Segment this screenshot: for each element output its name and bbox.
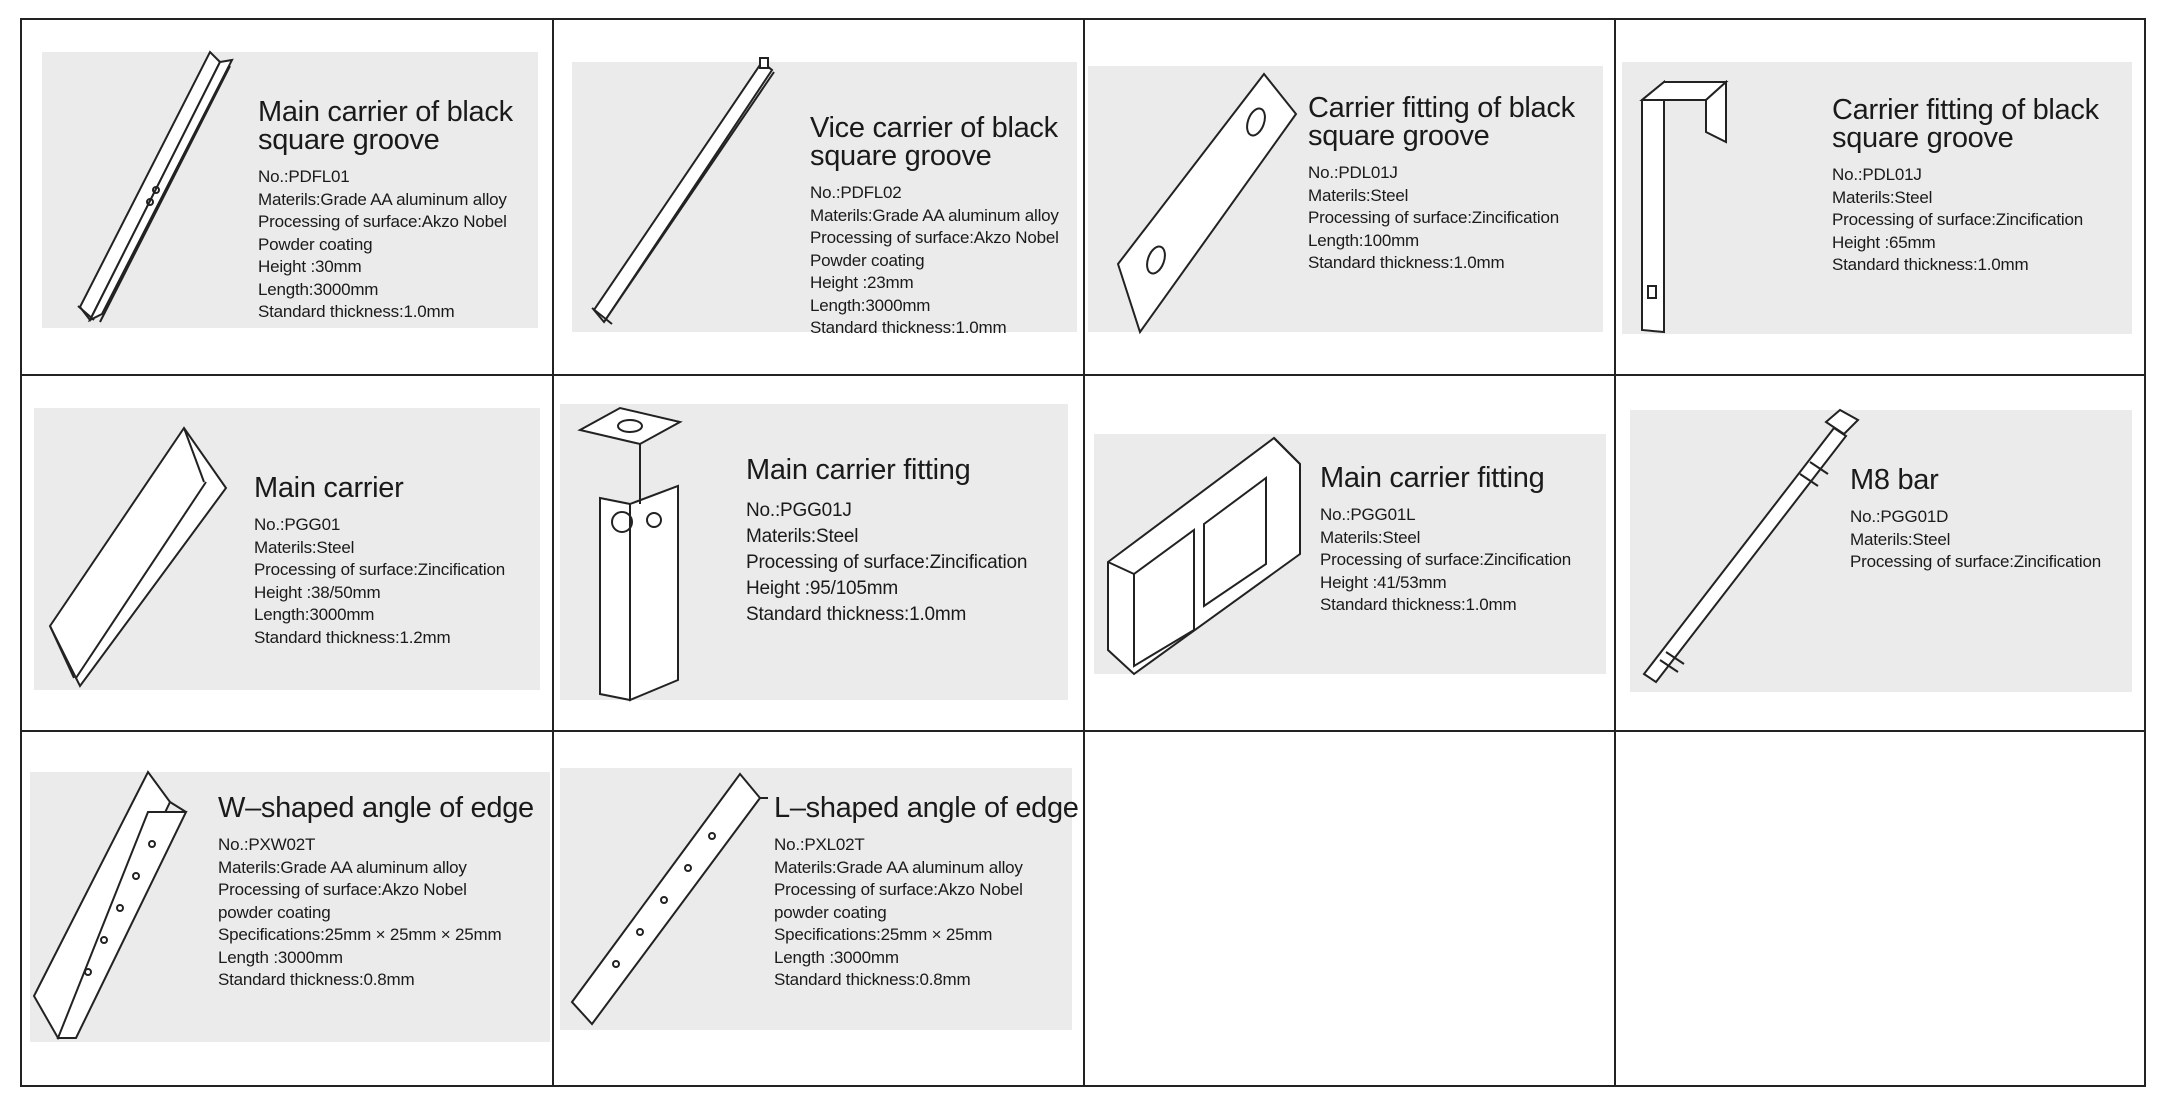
product-card xyxy=(1094,434,1606,674)
product-title: Main carrier fitting xyxy=(746,454,971,486)
product-text xyxy=(258,98,513,324)
product-detail: Materils:Steel xyxy=(1320,527,1421,547)
product-number: No.:PDFL02 xyxy=(810,183,902,202)
product-text xyxy=(1832,96,2099,277)
product-card xyxy=(560,768,1079,1030)
column-divider xyxy=(552,20,554,1085)
product-detail: Processing of surface:Akzo Nobel xyxy=(774,880,1023,899)
product-text xyxy=(774,794,1079,992)
product-detail: Materils:Steel xyxy=(1832,187,1933,207)
product-title: Main carrier fitting xyxy=(1320,462,1545,494)
product-title: Main carrier xyxy=(254,472,404,504)
product-number: No.:PGG01J xyxy=(746,500,852,521)
product-text xyxy=(1308,94,1575,275)
product-card xyxy=(1088,66,1603,332)
product-number: No.:PGG01D xyxy=(1850,507,1949,526)
product-title: Vice carrier of black xyxy=(810,112,1058,144)
product-card xyxy=(560,404,1068,700)
product-detail: Materils:Grade AA aluminum alloy xyxy=(218,857,467,877)
product-detail: Standard thickness:1.0mm xyxy=(258,302,455,321)
product-detail: Standard thickness:1.0mm xyxy=(746,604,967,625)
product-detail: Standard thickness:0.8mm xyxy=(774,970,971,989)
product-detail: Materils:Steel xyxy=(254,537,355,557)
product-text xyxy=(218,794,534,992)
product-detail: Materils:Steel xyxy=(1850,529,1951,549)
product-detail: Powder coating xyxy=(258,234,373,254)
column-divider xyxy=(1614,20,1616,1085)
row-divider xyxy=(22,730,2144,732)
product-title: Main carrier of black xyxy=(258,96,513,128)
product-detail: Processing of surface:Zincification xyxy=(1850,552,2101,571)
product-detail: Length :3000mm xyxy=(218,947,343,967)
product-text xyxy=(254,474,505,649)
product-detail: Materils:Steel xyxy=(1308,185,1409,205)
product-number: No.:PXL02T xyxy=(774,835,865,854)
product-detail: Height :23mm xyxy=(810,273,914,292)
product-text xyxy=(810,114,1059,340)
product-detail: Processing of surface:Zincification xyxy=(1832,210,2083,229)
product-detail: Specifications:25mm × 25mm xyxy=(774,925,993,944)
row-divider xyxy=(22,374,2144,376)
product-text xyxy=(1850,466,2101,574)
product-detail: Processing of surface:Akzo Nobel xyxy=(810,228,1059,247)
product-number: No.:PDL01J xyxy=(1308,163,1398,182)
product-number: No.:PDL01J xyxy=(1832,165,1922,184)
product-title: M8 bar xyxy=(1850,464,1939,496)
product-number: No.:PXW02T xyxy=(218,835,316,854)
product-detail: Materils:Grade AA aluminum alloy xyxy=(810,205,1059,225)
product-detail: Powder coating xyxy=(810,250,925,270)
product-title: Carrier fitting of black xyxy=(1832,94,2099,126)
product-card xyxy=(34,408,540,690)
product-number: No.:PDFL01 xyxy=(258,167,350,186)
product-card xyxy=(42,52,538,328)
product-title: square groove xyxy=(1832,122,2014,154)
product-detail: Height :65mm xyxy=(1832,232,1936,252)
product-detail: Height :41/53mm xyxy=(1320,572,1447,592)
product-title: square groove xyxy=(810,140,992,172)
product-detail: Standard thickness:0.8mm xyxy=(218,970,415,989)
product-detail: Standard thickness:1.0mm xyxy=(1832,255,2029,274)
product-detail: Standard thickness:1.0mm xyxy=(1320,595,1517,614)
product-detail: Length :3000mm xyxy=(774,947,899,967)
product-detail: Processing of surface:Zincification xyxy=(254,560,505,579)
product-detail: Height :95/105mm xyxy=(746,578,899,599)
product-card xyxy=(1630,410,2132,692)
product-detail: Length:3000mm xyxy=(810,295,931,315)
product-detail: Processing of surface:Zincification xyxy=(1308,208,1559,227)
product-detail: Processing of surface:Akzo Nobel xyxy=(218,880,467,899)
product-title: square groove xyxy=(1308,120,1490,152)
product-card xyxy=(572,62,1077,337)
product-detail: Processing of surface:Akzo Nobel xyxy=(258,212,507,231)
product-detail: Standard thickness:1.0mm xyxy=(810,318,1007,337)
product-detail: Length:100mm xyxy=(1308,230,1420,250)
product-card xyxy=(30,772,550,1042)
product-title: L–shaped angle of edge xyxy=(774,792,1079,824)
product-number: No.:PGG01 xyxy=(254,515,341,534)
column-divider xyxy=(1083,20,1085,1085)
product-detail: Length:3000mm xyxy=(258,279,379,299)
product-number: No.:PGG01L xyxy=(1320,505,1416,524)
product-detail: Height :30mm xyxy=(258,257,362,276)
product-detail: Height :38/50mm xyxy=(254,582,381,602)
product-detail: powder coating xyxy=(774,902,887,922)
product-detail: Processing of surface:Zincification xyxy=(1320,550,1571,569)
product-text xyxy=(1320,464,1571,617)
product-detail: Materils:Grade AA aluminum alloy xyxy=(774,857,1023,877)
product-card xyxy=(1622,62,2132,334)
product-text xyxy=(746,456,1027,628)
product-detail: Processing of surface:Zincification xyxy=(746,552,1028,573)
product-detail: Specifications:25mm × 25mm × 25mm xyxy=(218,925,502,944)
product-title: square groove xyxy=(258,124,440,156)
product-detail: Standard thickness:1.2mm xyxy=(254,627,451,647)
product-title: W–shaped angle of edge xyxy=(218,792,534,824)
product-detail: Length:3000mm xyxy=(254,605,375,624)
product-detail: Materils:Grade AA aluminum alloy xyxy=(258,189,507,209)
product-title: Carrier fitting of black xyxy=(1308,92,1575,124)
product-detail: Materils:Steel xyxy=(746,526,859,547)
product-detail: powder coating xyxy=(218,902,331,922)
product-detail: Standard thickness:1.0mm xyxy=(1308,253,1505,272)
